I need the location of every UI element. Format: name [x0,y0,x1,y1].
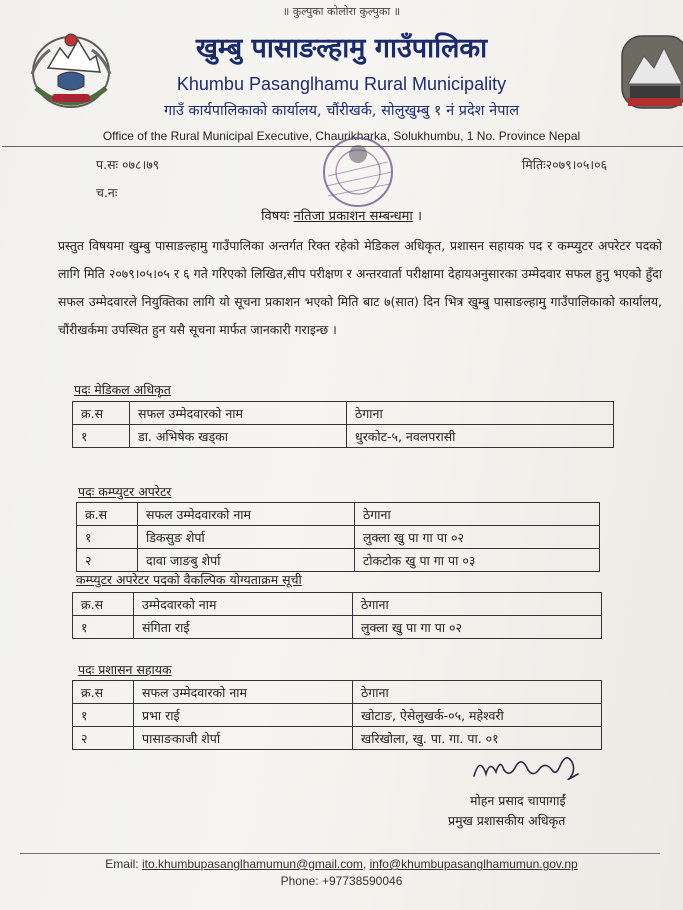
computer-operator-heading: पदः कम्प्युटर अपरेटर [78,484,172,499]
header-serial: क्र.स [73,681,134,704]
office-address-english: Office of the Rural Municipal Executive, Chaurikharka, Solukhumbu, 1 No. Province Nepal [102,129,581,143]
header-address: ठेगाना [355,503,600,526]
cell-name: डिकसुङ शेर्पा [138,526,355,549]
email-label: Email: [105,857,139,871]
medical-officer-heading: पदः मेडिकल अधिकृत [74,382,171,397]
email-link-primary[interactable]: ito.khumbupasanglhamumun@gmail.com [141,857,363,871]
cell-name: प्रभा राई [134,704,353,727]
cell-address: लुक्ला खु पा गा पा ०२ [355,526,600,549]
cell-address: टोकटोक खु पा गा पा ०३ [355,549,600,572]
subject-text: नतिजा प्रकाशन सम्बन्धमा [293,209,413,224]
cell-serial: १ [77,526,138,549]
table-row [73,425,614,448]
cell-serial: २ [73,727,134,750]
header-address: ठेगाना [353,593,602,616]
table-row [77,549,600,572]
cell-name: संगिता राई [134,616,353,639]
cell-serial: १ [73,616,134,639]
email-separator: , [362,857,367,871]
header-name: सफल उम्मेदवारको नाम [134,681,353,704]
office-address-nepali: गाउँ कार्यपालिकाको कार्यालय, चौंरीखर्क, सोलुखुम्बु १ नं प्रदेश नेपाल [163,103,520,119]
cell-name: दावा जाङबु शेर्पा [138,549,355,572]
table-header-row [73,402,614,425]
header-serial: क्र.स [77,503,138,526]
table-header-row [73,593,602,616]
header-name: सफल उम्मेदवारको नाम [130,402,347,425]
email-link-secondary[interactable]: info@khumbupasanglhamumun.gov.np [369,857,578,871]
letter-number: प.सः ०७८।७९ [96,157,160,172]
table-row [77,526,600,549]
admin-assistant-heading: पदः प्रशासन सहायक [78,662,172,677]
medical-officer-table [72,401,614,448]
municipality-title-english: Khumbu Pasanglhamu Rural Municipality [176,74,507,94]
subject-label: विषयः [261,209,290,224]
dispatch-number: च.नः [96,185,118,200]
footer-phone: Phone: +97738590046 [280,874,403,888]
footer-divider [20,853,660,854]
table-row [73,704,602,727]
cell-serial: १ [73,704,134,727]
cell-address: धुरकोट-५, नवलपरासी [347,425,614,448]
letter-date: मितिः२०७९।०५।०६ [522,157,608,172]
signatory-title: प्रमुख प्रशासकीय अधिकृत [448,813,566,828]
footer-email-line [0,857,683,871]
alternate-list-heading: कम्प्युटर अपरेटर पदको वैकल्पिक योग्यताक्रम सूची [76,572,302,587]
header-address: ठेगाना [347,402,614,425]
table-header-row [77,503,600,526]
cell-name: पासाङकाजी शेर्पा [134,727,353,750]
table-header-row [73,681,602,704]
admin-assistant-table [72,680,602,750]
cell-name: डा. अभिषेक खड्का [130,425,347,448]
header-name: सफल उम्मेदवारको नाम [138,503,355,526]
signatory-name: मोहन प्रसाद चापागाईं [470,793,566,808]
cell-serial: १ [73,425,130,448]
header-address: ठेगाना [353,681,602,704]
alternate-list-table [72,592,602,639]
header-name: उम्मेदवारको नाम [134,593,353,616]
cell-address: लुक्ला खु पा गा पा ०२ [353,616,602,639]
cell-address: खोटाङ, ऐसेलुखर्क-०५, महेश्वरी [353,704,602,727]
motto-text: ॥ कुल्पुका कोलोरा कुल्पुका ॥ [282,5,401,18]
handwritten-signature [470,748,590,784]
header-serial: क्र.स [73,402,130,425]
table-row [73,616,602,639]
header-serial: क्र.स [73,593,134,616]
subject-end: । [416,209,422,224]
computer-operator-table [76,502,600,572]
municipality-title-nepali: खुम्बु पासाङल्हामु गाउँपालिका [195,33,488,64]
cell-address: खरिखोला, खु. पा. गा. पा. ०१ [353,727,602,750]
notice-body-paragraph: प्रस्तुत विषयमा खुम्बु पासाङल्हामु गाउँपालिका अन्तर्गत रिक्त रहेको मेडिकल अधिकृत, प्रशासन सहायक पद र कम्प्युटर अपरेटर पदको लागि मिति २०७९।०५।०५ र ६ गते गरिएको लिखित,सीप परीक्षण र अन्तरवार्ता परीक्षामा देहायअनुसारका उम्मेदवार सफल हुनु भएको हुँदा सफल उम्मेदवारले नियुक्तिका लागि यो सूचना प्रकाशन भएको मिति बाट ७(सात) दिन भित्र खुम्बु पासाङल्हामु गाउँपालिकाको कार्यालय, चौंरीखर्कमा उपस्थित हुन यसै सूचना मार्फत जानकारी गराइन्छ । [58,238,662,337]
subject-line [0,206,683,224]
cell-serial: २ [77,549,138,572]
table-row [73,727,602,750]
